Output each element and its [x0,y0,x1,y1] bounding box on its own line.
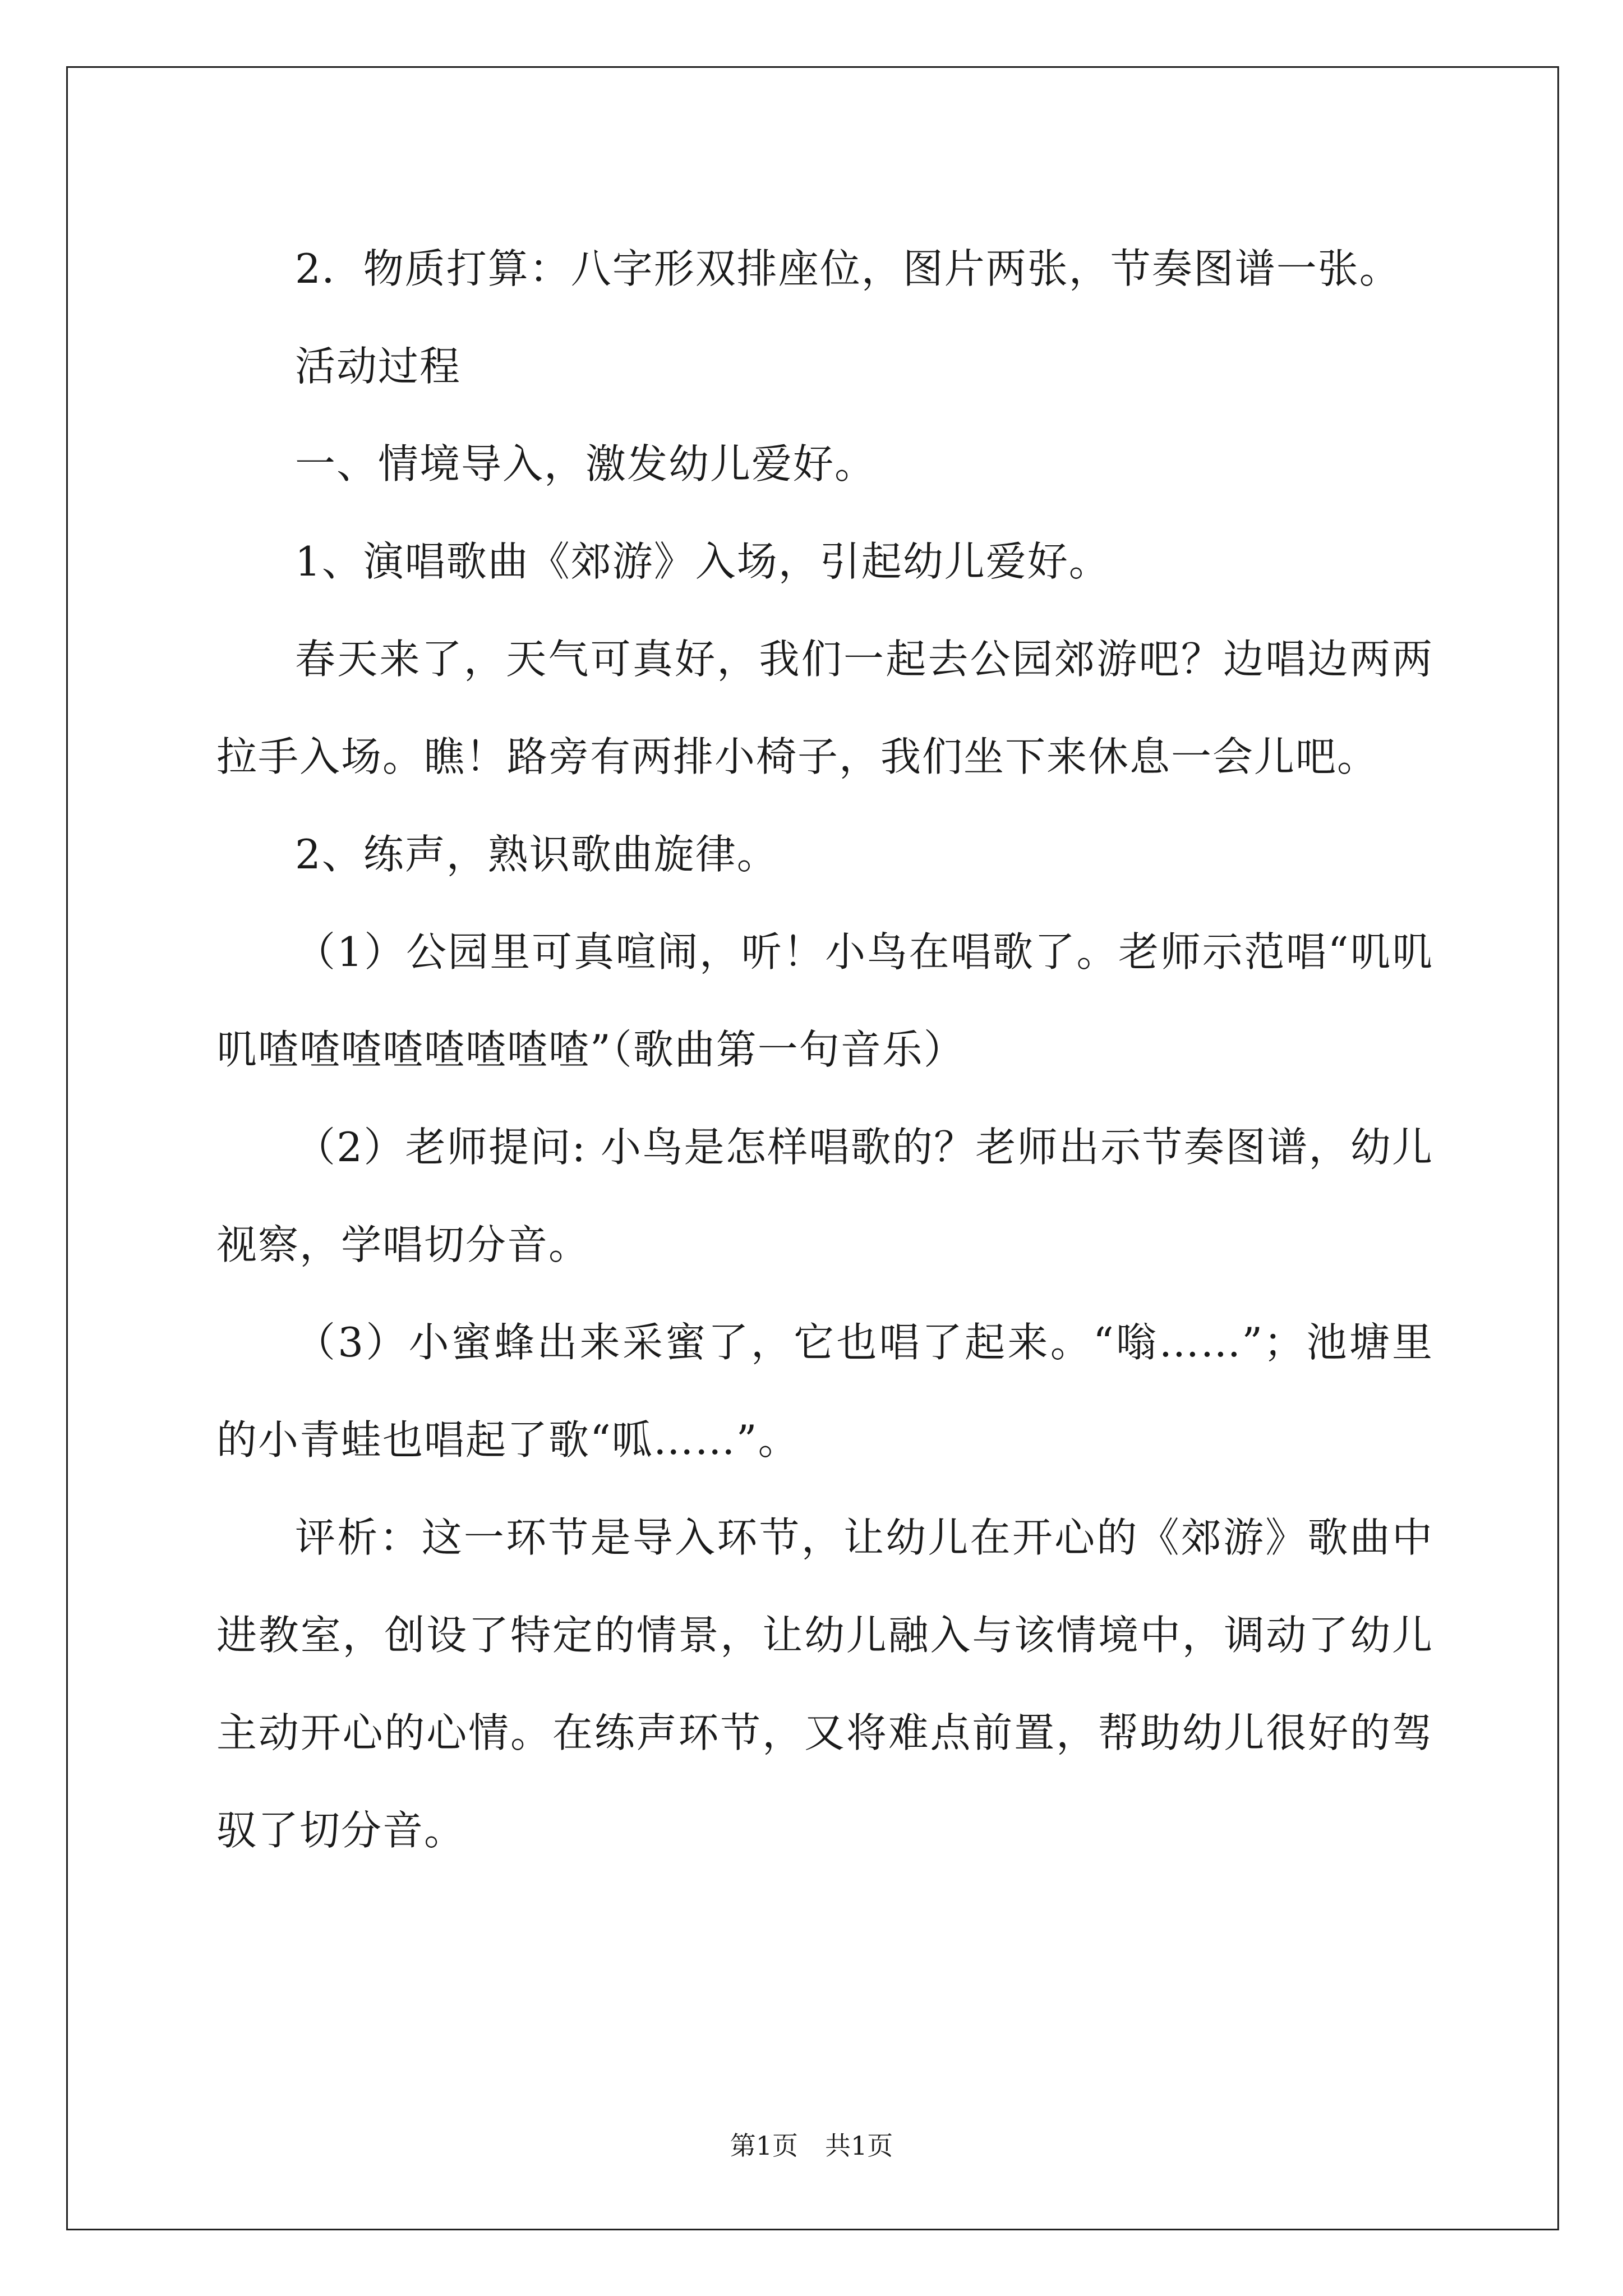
paragraph-bird-song: （1）公园里可真喧闹，听！小鸟在唱歌了。老师示范唱“叽叽叽喳喳喳喳喳喳喳喳”（歌曲第一句音乐） [216,928,1433,1073]
page-number: 第1页 [730,2131,798,2161]
paragraph-bee-frog: （3）小蜜蜂出来采蜜了，它也唱了起来。“嗡……”；池塘里的小青蛙也唱起了歌“呱……”。 [216,1319,1433,1464]
paragraph-step-two: 2、练声，熟识歌曲旋律。 [295,831,778,878]
paragraph-section-one: 一、情境导入，激发幼儿爱好。 [295,440,877,487]
paragraph-activity-heading: 活动过程 [295,343,462,390]
paragraph-step-one: 1、演唱歌曲《郊游》入场，引起幼儿爱好。 [295,538,1110,585]
document-body [216,220,1433,1879]
paragraph-evaluation: 评析：这一环节是导入环节，让幼儿在开心的《郊游》歌曲中进教室，创设了特定的情景，让幼儿融入与该情境中，调动了幼儿主动开心的心情。在练声环节，又将难点前置，帮助幼儿很好的驾驭了切分音。 [216,1514,1433,1854]
page-footer [0,2129,1623,2162]
paragraph-spring-intro: 春天来了，天气可真好，我们一起去公园郊游吧？边唱边两两拉手入场。瞧！路旁有两排小椅子，我们坐下来休息一会儿吧。 [216,636,1433,780]
page-total: 共1页 [825,2131,893,2161]
paragraph-teacher-question: （2）老师提问: 小鸟是怎样唱歌的？老师出示节奏图谱，幼儿视察，学唱切分音。 [216,1124,1433,1268]
paragraph-materials: 2．物质打算：八字形双排座位，图片两张，节奏图谱一张。 [295,245,1401,292]
